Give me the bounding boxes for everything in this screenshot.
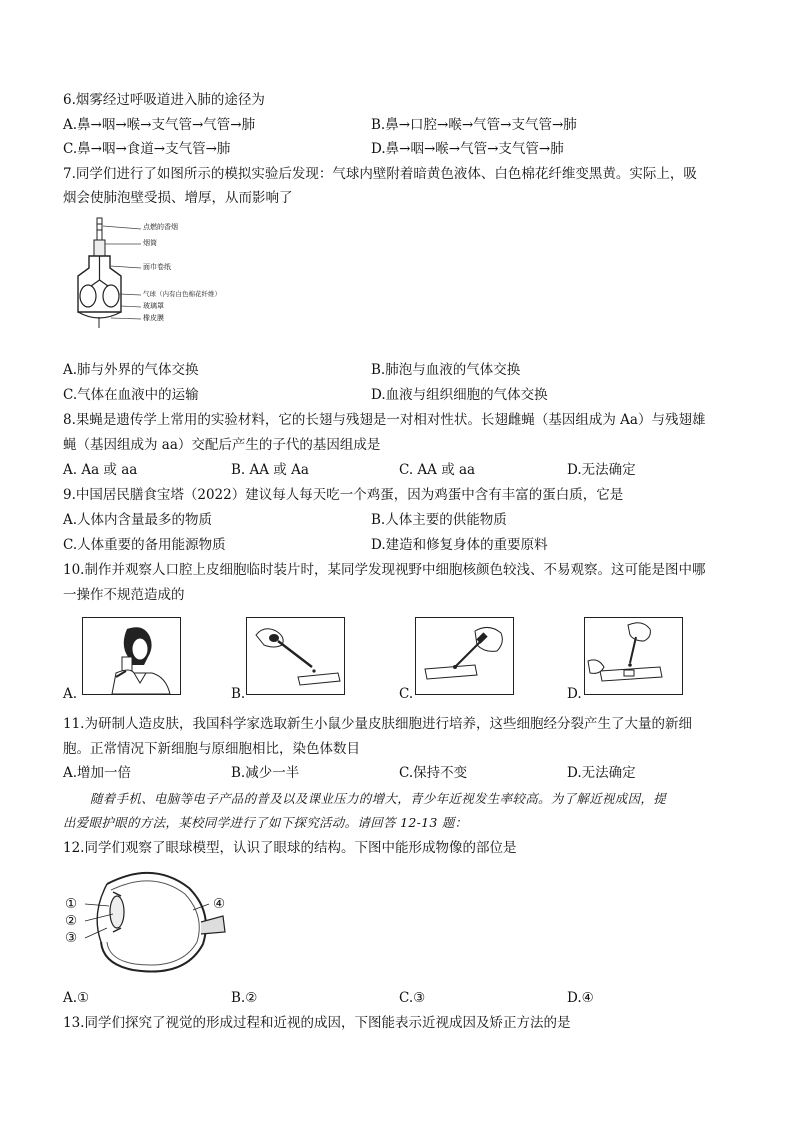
q12-option-b[interactable]: B.② bbox=[231, 990, 258, 1006]
q8-option-c[interactable]: C. AA 或 aa bbox=[399, 462, 476, 478]
q7-stem-line2: 烟会使肺泡壁受损、增厚，从而影响了 bbox=[63, 190, 293, 206]
q10-stem-line2: 一操作不规范造成的 bbox=[63, 587, 185, 603]
q6-stem: 6.烟雾经过呼吸道进入肺的途径为 bbox=[63, 92, 265, 108]
label-tissue: 面巾卷纸 bbox=[143, 263, 171, 271]
q8-option-d[interactable]: D.无法确定 bbox=[567, 462, 636, 478]
eyeball-figure bbox=[63, 866, 233, 978]
q6-option-a[interactable]: A.鼻→咽→喉→支气管→气管→肺 bbox=[63, 117, 256, 133]
eye-label-1: ① bbox=[65, 896, 78, 912]
q9-option-c[interactable]: C.人体重要的备用能源物质 bbox=[63, 537, 226, 553]
q11-stem-line2: 胞。正常情况下新细胞与原细胞相比，染色体数目 bbox=[63, 741, 360, 757]
q10-stem-line1: 10.制作并观察人口腔上皮细胞临时装片时，某同学发现视野中细胞核颜色较浅、不易观察。这可能是图中哪 bbox=[63, 562, 706, 578]
q11-option-d[interactable]: D.无法确定 bbox=[567, 765, 636, 781]
q10-option-d-label[interactable]: D. bbox=[567, 686, 582, 702]
q7-option-a[interactable]: A.肺与外界的气体交换 bbox=[63, 362, 199, 378]
q9-option-d[interactable]: D.建造和修复身体的重要原料 bbox=[371, 537, 548, 553]
q6-option-c[interactable]: C.鼻→咽→食道→支气管→肺 bbox=[63, 141, 231, 157]
q8-option-b[interactable]: B. AA 或 Aa bbox=[231, 462, 309, 478]
q8-stem-line2: 蝇（基因组成为 aa）交配后产生的子代的基因组成是 bbox=[63, 437, 381, 453]
q10-option-a-label[interactable]: A. bbox=[63, 686, 78, 702]
q11-stem-line1: 11.为研制人造皮肤，我国科学家选取新生小鼠少量皮肤细胞进行培养，这些细胞经分裂产生了大量的新细 bbox=[63, 716, 692, 732]
label-rubber-membrane: 橡皮膜 bbox=[143, 314, 164, 322]
eye-label-2: ② bbox=[65, 913, 78, 929]
q8-stem-line1: 8.果蝇是遗传学上常用的实验材料，它的长翅与残翅是一对相对性状。长翅雌蝇（基因组成为 Aa）与残翅雄 bbox=[63, 412, 706, 428]
q7-option-d[interactable]: D.血液与组织细胞的气体交换 bbox=[371, 387, 548, 403]
label-balloon: 气球（内有白色棉花纤维） bbox=[143, 290, 221, 298]
intro-line2: 出爱眼护眼的方法，某校同学进行了如下探究活动。请回答 12-13 题： bbox=[63, 815, 468, 830]
q10-image-a-rinse-mouth[interactable] bbox=[82, 617, 181, 695]
q6-option-d[interactable]: D.鼻→咽→喉→气管→支气管→肺 bbox=[371, 141, 564, 157]
q9-stem: 9.中国居民膳食宝塔（2022）建议每人每天吃一个鸡蛋，因为鸡蛋中含有丰富的蛋白质，它是 bbox=[63, 487, 624, 503]
q13-stem: 13.同学们探究了视觉的形成过程和近视的成因，下图能表示近视成因及矫正方法的是 bbox=[63, 1015, 571, 1031]
q12-stem: 12.同学们观察了眼球模型，认识了眼球的结构。下图中能形成物像的部位是 bbox=[63, 840, 517, 856]
label-cigarette: 点燃的香烟 bbox=[143, 223, 178, 231]
intro-line1: 随着手机、电脑等电子产品的普及以及课业压力的增大，青少年近视发生率较高。为了解近视成因，提 bbox=[90, 791, 667, 806]
q10-image-c-swab[interactable] bbox=[415, 617, 514, 695]
label-tube: 烟筒 bbox=[143, 239, 157, 247]
q9-option-a[interactable]: A.人体内含量最多的物质 bbox=[63, 512, 213, 528]
q7-option-b[interactable]: B.肺泡与血液的气体交换 bbox=[371, 362, 521, 378]
q12-option-d[interactable]: D.④ bbox=[567, 990, 594, 1006]
q10-option-b-label[interactable]: B. bbox=[231, 686, 246, 702]
q11-option-c[interactable]: C.保持不变 bbox=[399, 765, 468, 781]
eye-label-4: ④ bbox=[213, 896, 226, 912]
label-glass-cover: 玻璃罩 bbox=[143, 302, 164, 310]
q12-option-c[interactable]: C.③ bbox=[399, 990, 426, 1006]
q10-image-d-stain[interactable] bbox=[584, 617, 683, 695]
q11-option-b[interactable]: B.减少一半 bbox=[231, 765, 300, 781]
q7-option-c[interactable]: C.气体在血液中的运输 bbox=[63, 387, 199, 403]
q6-option-b[interactable]: B.鼻→口腔→喉→气管→支气管→肺 bbox=[371, 117, 577, 133]
q9-option-b[interactable]: B.人体主要的供能物质 bbox=[371, 512, 507, 528]
smoking-experiment-figure bbox=[63, 216, 221, 344]
eye-label-3: ③ bbox=[65, 930, 78, 946]
q10-image-b-dropper[interactable] bbox=[246, 617, 345, 695]
q7-stem-line1: 7.同学们进行了如图所示的模拟实验后发现：气球内壁附着暗黄色液体、白色棉花纤维变黑黄。实际上，吸 bbox=[63, 166, 697, 182]
q11-option-a[interactable]: A.增加一倍 bbox=[63, 765, 132, 781]
q12-option-a[interactable]: A.① bbox=[63, 990, 90, 1006]
q10-option-c-label[interactable]: C. bbox=[399, 686, 414, 702]
q8-option-a[interactable]: A. Aa 或 aa bbox=[63, 462, 138, 478]
